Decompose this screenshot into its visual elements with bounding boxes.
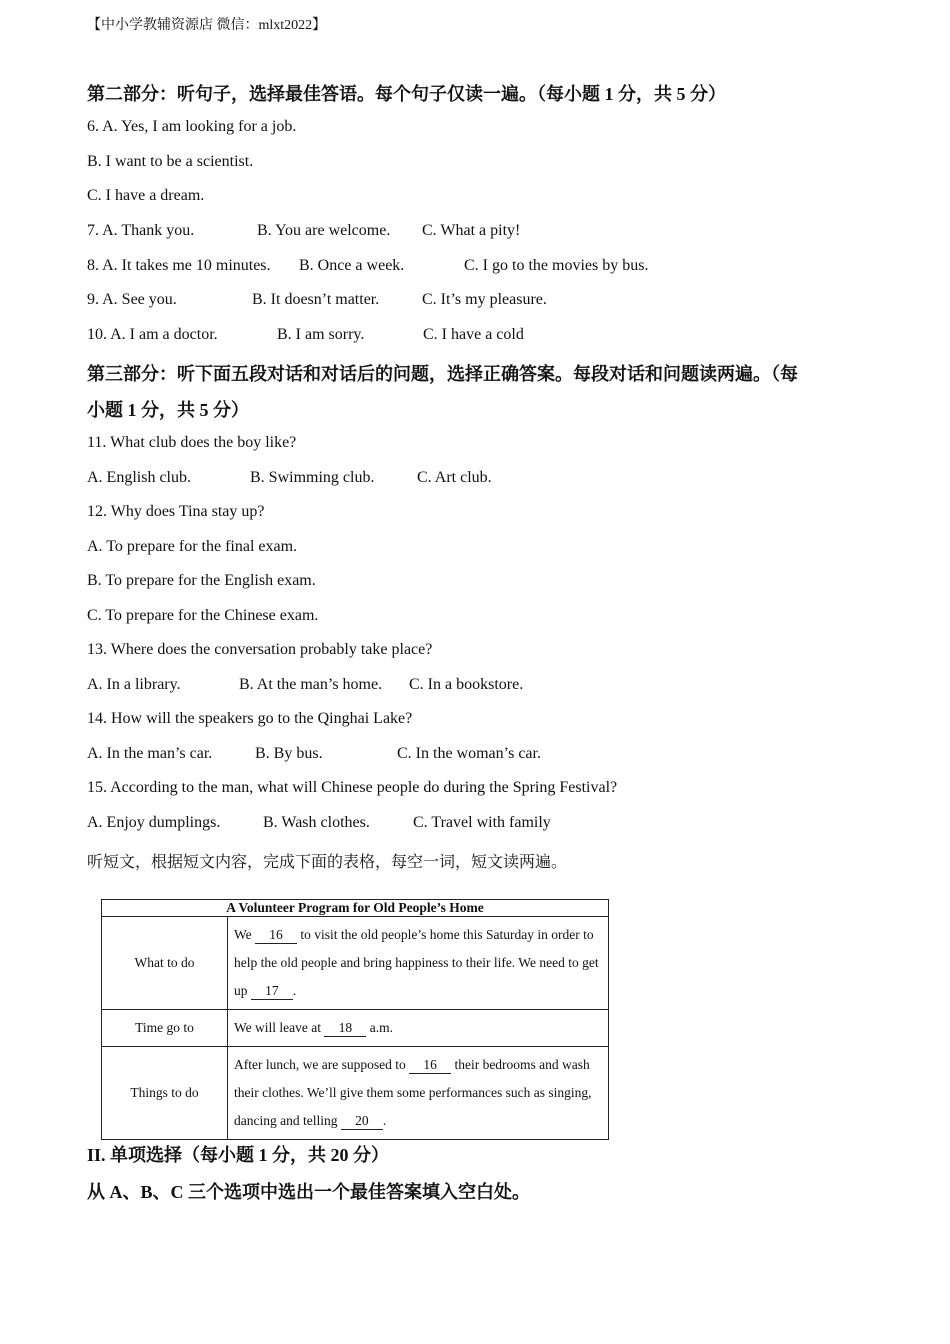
table-row [102, 917, 609, 1010]
q12-question: 12. Why does Tina stay up? [87, 503, 265, 520]
table-title-row [102, 900, 609, 917]
q15-question: 15. According to the man, what will Chinese people do during the Spring Festival? [87, 779, 618, 796]
q15-option-a: A. Enjoy dumplings. [87, 814, 221, 831]
q7-option-b: B. You are welcome. [257, 222, 391, 239]
q13-option-c: C. In a bookstore. [409, 676, 524, 693]
part3-title-line2: 小题 1 分，共 5 分） [87, 400, 249, 420]
row-label-time-go-to: Time go to [102, 1010, 228, 1047]
q11-option-a: A. English club. [87, 469, 191, 486]
q12-option-a: A. To prepare for the final exam. [87, 538, 298, 555]
q14-option-a: A. In the man’s car. [87, 745, 213, 762]
row-label-things-to-do: Things to do [102, 1047, 228, 1140]
q9-option-b: B. It doesn’t matter. [252, 291, 380, 308]
q8-option-c: C. I go to the movies by bus. [464, 257, 649, 274]
content-text: We [234, 927, 256, 942]
q11-option-c: C. Art club. [417, 469, 492, 486]
q10-option-b: B. I am sorry. [277, 326, 365, 343]
blank-19: 16 [409, 1057, 451, 1074]
q13-option-a: A. In a library. [87, 676, 181, 693]
blank-18: 18 [324, 1020, 366, 1037]
q14-option-c: C. In the woman’s car. [397, 745, 541, 762]
row-label-what-to-do: What to do [102, 917, 228, 1010]
page-header: 【中小学教辅资源店 微信：mlxt2022】 [87, 18, 327, 33]
q14-question: 14. How will the speakers go to the Qinghai Lake? [87, 710, 413, 727]
row-content-things-to-do [228, 1047, 609, 1140]
row-content-time-go-to [228, 1010, 609, 1047]
content-text: their bedrooms and wash their clothes. We’ll give them some performances such as singing, dancing and telling [234, 1057, 592, 1128]
blank-20: 20 [341, 1113, 383, 1130]
q8-option-a: 8. A. It takes me 10 minutes. [87, 257, 271, 274]
q11-option-b: B. Swimming club. [250, 469, 375, 486]
q15-option-c: C. Travel with family [413, 814, 551, 831]
content-text: to visit the old people’s home this Saturday in order to help the old people and bring happiness to their life. We need to get up [234, 927, 599, 998]
q8-option-b: B. Once a week. [299, 257, 405, 274]
q10-option-a: 10. A. I am a doctor. [87, 326, 218, 343]
row-content-what-to-do [228, 917, 609, 1010]
q13-question: 13. Where does the conversation probably take place? [87, 641, 433, 658]
q14-option-b: B. By bus. [255, 745, 323, 762]
part2-title: 第二部分：听句子，选择最佳答语。每个句子仅读一遍。（每小题 1 分，共 5 分） [87, 84, 726, 104]
q6-option-b: B. I want to be a scientist. [87, 153, 254, 170]
content-text: a.m. [366, 1020, 393, 1035]
content-text: . [292, 983, 297, 998]
q15-option-b: B. Wash clothes. [263, 814, 370, 831]
q11-question: 11. What club does the boy like? [87, 434, 297, 451]
q13-option-b: B. At the man’s home. [239, 676, 383, 693]
section2-title: II. 单项选择（每小题 1 分，共 20 分） [87, 1145, 390, 1165]
q7-option-a: 7. A. Thank you. [87, 222, 195, 239]
part4-instruction: 听短文，根据短文内容，完成下面的表格，每空一词，短文读两遍。 [87, 854, 568, 871]
content-text: After lunch, we are supposed to [234, 1057, 410, 1072]
table-row [102, 1010, 609, 1047]
q6-option-a: 6. A. Yes, I am looking for a job. [87, 118, 297, 135]
q12-option-c: C. To prepare for the Chinese exam. [87, 607, 319, 624]
q9-option-c: C. It’s my pleasure. [422, 291, 547, 308]
q9-option-a: 9. A. See you. [87, 291, 177, 308]
content-text: We will leave at [234, 1020, 325, 1035]
volunteer-program-table [101, 899, 609, 1140]
q10-option-c: C. I have a cold [423, 326, 524, 343]
part3-title-line1: 第三部分：听下面五段对话和对话后的问题，选择正确答案。每段对话和问题读两遍。（每 [87, 364, 798, 384]
q12-option-b: B. To prepare for the English exam. [87, 572, 316, 589]
q6-option-c: C. I have a dream. [87, 187, 205, 204]
q7-option-c: C. What a pity! [422, 222, 521, 239]
table-title: A Volunteer Program for Old People’s Home [102, 900, 609, 917]
section2-instruction: 从 A、B、C 三个选项中选出一个最佳答案填入空白处。 [87, 1182, 531, 1202]
blank-16: 16 [255, 927, 297, 944]
table-row [102, 1047, 609, 1140]
blank-17: 17 [251, 983, 293, 1000]
content-text: . [382, 1113, 387, 1128]
